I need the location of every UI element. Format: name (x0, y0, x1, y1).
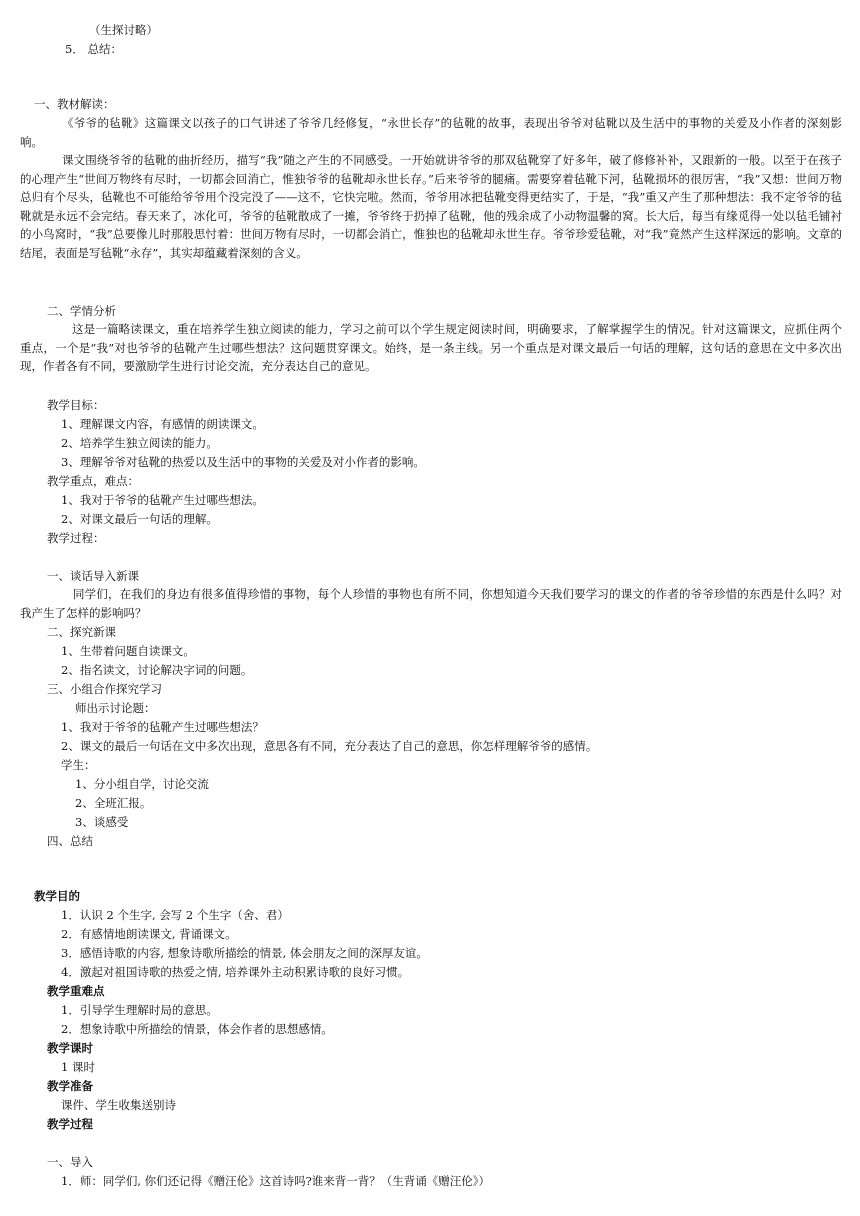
explore-item: 2、指名读文，讨论解决字词的问题。 (61, 663, 253, 677)
lesson-goal-item: 1．认识 2 个生字, 会写 2 个生字（舍、君） (61, 908, 289, 922)
students-label: 学生： (61, 758, 96, 772)
class-hours-value: 1 课时 (61, 1060, 95, 1074)
lesson-intro-item: 1．师：同学们, 你们还记得《赠汪伦》这首诗吗?谁来背一背？（生背诵《赠汪伦》） (61, 1174, 491, 1188)
step-heading-group: 三、小组合作探究学习 (47, 682, 162, 696)
paragraph-textbook-intro: 《爷爷的毡靴》这篇课文以孩子的口气讲述了爷爷几经修复，“永世长存”的毡靴的故事，表现出爷爷对毡靴以及生活中的事物的关爱及小作者的深刻影响。 (20, 116, 842, 149)
explore-item: 1、生带着问题自读课文。 (61, 644, 195, 658)
discussion-question: 2、课文的最后一句话在文中多次出现，意思各有不同，充分表达了自己的意思，你怎样理解爷爷的感情。 (61, 739, 598, 753)
lesson-goal-heading: 教学目的 (34, 889, 80, 903)
goal-item: 2、培养学生独立阅读的能力。 (61, 436, 218, 450)
paragraph-students: 这是一篇略读课文，重在培养学生独立阅读的能力，学习之前可以个学生规定阅读时间，明确要求，了解掌握学生的情况。针对这篇课文，应抓住两个重点，一个是“我”对也爷爷的毡靴产生过哪些想法？这问题贯穿课文。始终，是一条主线。另一个重点是对课文最后一句话的理解，这句话的意思在文中多次出现，作者各有不同，要激励学生进行讨论交流，充分表达自己的意见。 (20, 322, 842, 374)
process-heading: 教学过程： (47, 531, 105, 545)
paragraph-intro: 同学们，在我们的身边有很多值得珍惜的事物，每个人珍惜的事物也有所不同，你想知道今天我们要学习的课文的作者的爷爷珍惜的东西是什么吗？对我产生了怎样的影响吗？ (20, 587, 842, 620)
keypoints-heading: 教学重点，难点： (47, 474, 139, 488)
discussion-question: 1、我对于爷爷的毡靴产生过哪些想法？ (61, 720, 264, 734)
lesson-goal-item: 3．感悟诗歌的内容, 想象诗歌所描绘的情景, 体会朋友之间的深厚友谊。 (61, 946, 428, 960)
section-heading-textbook: 一、教材解读： (34, 97, 115, 111)
goal-item: 1、理解课文内容，有感情的朗读课文。 (61, 417, 264, 431)
goal-item: 3、理解爷爷对毡靴的热爱以及生活中的事物的关爱及对小作者的影响。 (61, 455, 425, 469)
difficulty-heading: 教学重难点 (47, 984, 105, 998)
step-heading-summary: 四、总结 (47, 834, 93, 848)
section-heading-students: 二、学情分析 (47, 304, 116, 318)
lesson-intro-heading: 一、导入 (47, 1155, 93, 1169)
student-activity-item: 3、谈感受 (75, 815, 129, 829)
discussion-note: （生探讨略） (89, 23, 158, 37)
keypoint-item: 2、对课文最后一句话的理解。 (61, 512, 218, 526)
step-heading-explore: 二、探究新课 (47, 625, 116, 639)
goals-heading: 教学目标： (47, 398, 105, 412)
step-heading-intro: 一、谈话导入新课 (47, 569, 139, 583)
lesson-goal-item: 4．激起对祖国诗歌的热爱之情, 培养课外主动积累诗歌的良好习惯。 (61, 965, 410, 979)
lesson-process-heading: 教学过程 (47, 1117, 93, 1131)
class-hours-heading: 教学课时 (47, 1041, 93, 1055)
difficulty-item: 2．想象诗歌中所描绘的情景，体会作者的思想感情。 (61, 1022, 333, 1036)
preparation-value: 课件、学生收集送别诗 (61, 1098, 176, 1112)
lesson-goal-item: 2．有感情地朗读课文, 背诵课文。 (61, 927, 237, 941)
summary-label: 5． 总结： (65, 42, 122, 56)
teacher-topics-label: 师出示讨论题： (75, 701, 156, 715)
keypoint-item: 1、我对于爷爷的毡靴产生过哪些想法。 (61, 493, 264, 507)
paragraph-textbook-analysis: 课文围绕爷爷的毡靴的曲折经历，描写“我”随之产生的不同感受。一开始就讲爷爷的那双毡靴穿了好多年，破了修修补补，又跟新的一般。以至于在孩子的心理产生“世间万物终有尽时，一切都会回消亡，惟独爷爷的毡靴却永世长存。”后来爷爷的腿痛。需要穿着毡靴下河，毡靴损坏的很厉害，“我”又想：世间万物总归有个尽头，毡靴也不可能给爷爷用个没完没了——这不，它快完啦。然而，爷爷用冰把毡靴变得更结实了，于是，“我”重又产生了那种想法：我不定爷爷的毡靴就是永远不会完结。春天来了，冰化可，爷爷的毡靴散成了一摊，爷爷终于扔掉了毡靴，他的残余成了小动物温馨的窝。长大后，每当有缘觅得一处以毡毛铺衬的小鸟窝时，“我”总要像儿时那般思忖着：世间万物有尽时，一切都会消亡，惟独也的毡靴却永世生存。爷爷珍爱毡靴，对“我”竟然产生这样深远的影响。文章的结尾，表面是写毡靴“永存”，其实却蕴藏着深刻的含义。 (20, 153, 842, 260)
student-activity-item: 2、全班汇报。 (75, 796, 152, 810)
preparation-heading: 教学准备 (47, 1079, 93, 1093)
difficulty-item: 1．引导学生理解时局的意思。 (61, 1003, 218, 1017)
student-activity-item: 1、分小组自学，讨论交流 (75, 777, 209, 791)
